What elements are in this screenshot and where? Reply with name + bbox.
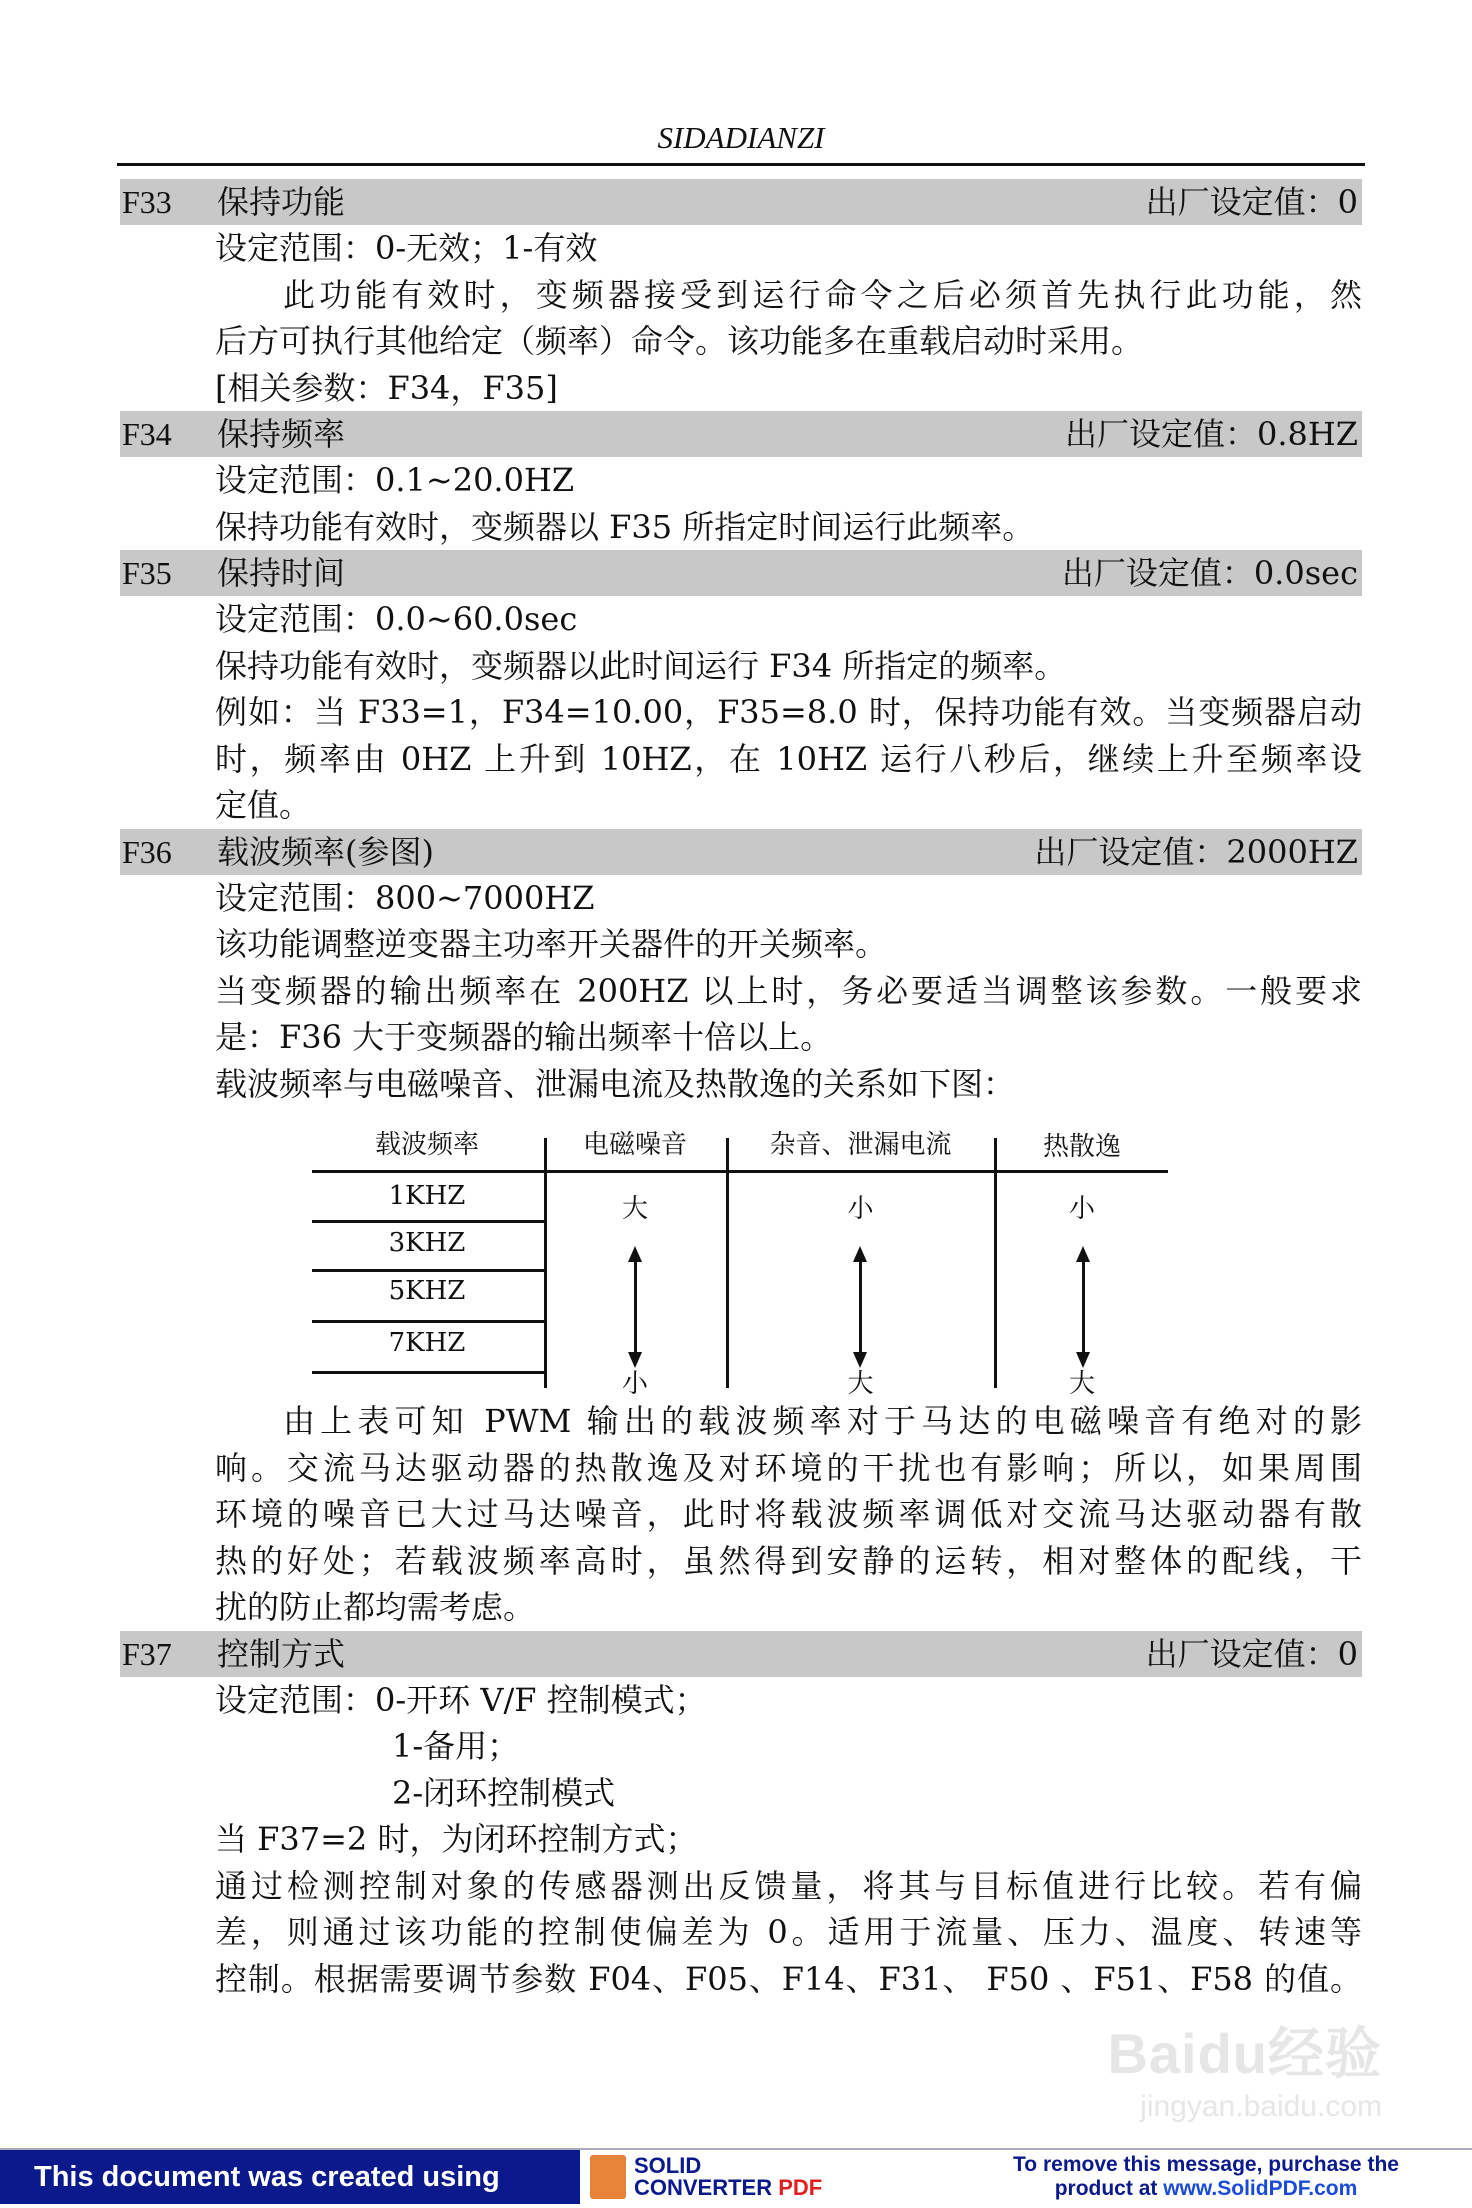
- table-divider: [726, 1138, 729, 1388]
- section-f33-f35: [120, 179, 1362, 1107]
- text-line: 环境的噪音已大过马达噪音，此时将载波频率调低对交流马达驱动器有散: [215, 1495, 1362, 1533]
- text-line: 设定范围：0.0~60.0sec: [215, 600, 578, 638]
- param-bar-f37: [120, 1631, 1362, 1677]
- table-header: 热散逸: [1042, 1132, 1121, 1162]
- table-rule: [312, 1269, 545, 1272]
- text-line: 设定范围：800~7000HZ: [215, 878, 595, 917]
- bottom-label: 大: [847, 1369, 874, 1399]
- table-divider: [994, 1138, 997, 1388]
- text-line: 差，则通过该功能的控制使偏差为 0。适用于流量、压力、温度、转速等: [215, 1913, 1362, 1951]
- double-arrow-icon: [1082, 1260, 1085, 1354]
- text-line: 响。交流马达驱动器的热散逸及对环境的干扰也有影响；所以，如果周围: [215, 1448, 1362, 1487]
- table-rule: [312, 1371, 545, 1374]
- section-pwm-note: [120, 1398, 1362, 2002]
- text-line: 由上表可知 PWM 输出的载波频率对于马达的电磁噪音有绝对的影: [283, 1402, 1362, 1440]
- text-line: 设定范围：0-无效；1-有效: [215, 229, 598, 267]
- brand-pdf: PDF: [778, 2175, 823, 2200]
- param-code: F36: [122, 833, 172, 870]
- text-line: [相关参数：F34，F35]: [215, 368, 558, 407]
- text-line: 设定范围：0-开环 V/F 控制模式；: [215, 1680, 707, 1719]
- text-line: 此功能有效时，变频器接受到运行命令之后必须首先执行此功能，然: [283, 275, 1362, 314]
- text-line: 热的好处；若载波频率高时，虽然得到安静的运转，相对整体的配线，干: [215, 1541, 1362, 1580]
- param-code: F37: [122, 1635, 172, 1672]
- param-title: 保持时间: [217, 554, 346, 592]
- carrier-frequency-table: [312, 1118, 1168, 1399]
- text-line: 控制。根据需要调节参数 F04、F05、F14、F31、 F50 、F51、F58 的值。: [215, 1959, 1362, 1998]
- solidpdf-footer-banner: [0, 2148, 1472, 2204]
- freq-cell: 1KHZ: [388, 1181, 466, 1211]
- text-line: 设定范围：0.1~20.0HZ: [215, 461, 575, 499]
- text-line: 该功能调整逆变器主功率开关器件的开关频率。: [215, 925, 888, 963]
- double-arrow-icon: [859, 1260, 862, 1354]
- param-default: 出厂设定值：2000HZ: [1034, 832, 1358, 871]
- param-bar-f36: [120, 829, 1362, 875]
- brand-solid: SOLID: [634, 2153, 702, 2178]
- param-title: 载波频率(参图): [217, 832, 434, 871]
- param-bar-f34: [120, 411, 1362, 457]
- param-title: 控制方式: [217, 1634, 346, 1673]
- text-line: 扰的防止都均需考虑。: [215, 1588, 536, 1626]
- freq-cell: 5KHZ: [388, 1276, 466, 1306]
- table-header: 载波频率: [374, 1130, 479, 1160]
- top-label: 小: [1068, 1194, 1095, 1224]
- top-label: 大: [621, 1194, 648, 1224]
- param-code: F33: [122, 184, 172, 220]
- bottom-label: 大: [1068, 1369, 1095, 1399]
- solid-converter-logo: [580, 2150, 940, 2204]
- param-title: 保持功能: [217, 183, 346, 221]
- param-default: 出厂设定值：0: [1145, 1634, 1358, 1673]
- footer-right-line1: To remove this message, purchase the: [1013, 2153, 1399, 2176]
- text-line: 保持功能有效时，变频器以 F35 所指定时间运行此频率。: [215, 507, 1035, 546]
- table-header: 电磁噪音: [582, 1130, 687, 1160]
- text-line: 通过检测控制对象的传感器测出反馈量，将其与目标值进行比较。若有偏: [215, 1866, 1362, 1905]
- solid-logo-icon: [590, 2155, 626, 2199]
- footer-left-text: This document was created using: [0, 2150, 580, 2204]
- solidpdf-link[interactable]: www.SolidPDF.com: [1163, 2177, 1358, 2200]
- text-line: 后方可执行其他给定（频率）命令。该功能多在重载启动时采用。: [215, 322, 1144, 360]
- table-divider: [544, 1138, 547, 1388]
- text-line: 是：F36 大于变频器的输出频率十倍以上。: [215, 1018, 833, 1056]
- freq-cell: 3KHZ: [388, 1228, 466, 1258]
- header-rule: [117, 163, 1365, 166]
- baidu-watermark-url: jingyan.baidu.com: [1140, 2090, 1382, 2123]
- param-default: 出厂设定值：0.8HZ: [1064, 415, 1358, 453]
- param-default: 出厂设定值：0.0sec: [1061, 554, 1358, 592]
- baidu-watermark: Baidu经验: [1107, 2022, 1382, 2085]
- table-header: 杂音、泄漏电流: [769, 1130, 952, 1160]
- brand-converter: CONVERTER: [634, 2175, 773, 2200]
- footer-right-line2: product at: [1054, 2177, 1164, 2200]
- text-line: 例如：当 F33=1，F34=10.00，F35=8.0 时，保持功能有效。当变频器启动: [215, 693, 1362, 731]
- text-line: 载波频率与电磁噪音、泄漏电流及热散逸的关系如下图：: [215, 1064, 1016, 1103]
- table-rule: [312, 1170, 1168, 1173]
- param-code: F35: [122, 555, 172, 591]
- text-line: 定值。: [215, 786, 312, 824]
- param-code: F34: [122, 416, 172, 452]
- text-line: 保持功能有效时，变频器以此时间运行 F34 所指定的频率。: [215, 646, 1067, 685]
- param-bar-f35: [120, 550, 1362, 596]
- text-line: 2-闭环控制模式: [392, 1773, 616, 1812]
- table-rule: [312, 1220, 545, 1223]
- param-bar-f33: [120, 179, 1362, 225]
- top-label: 小: [847, 1194, 874, 1224]
- text-line: 当 F37=2 时，为闭环控制方式；: [215, 1820, 698, 1858]
- table-rule: [312, 1320, 545, 1323]
- page-header: SIDADIANZI: [657, 120, 825, 155]
- param-default: 出厂设定值：0: [1145, 183, 1358, 221]
- double-arrow-icon: [634, 1260, 637, 1354]
- param-title: 保持频率: [217, 415, 346, 453]
- footer-right: [940, 2150, 1472, 2204]
- text-line: 当变频器的输出频率在 200HZ 以上时，务必要适当调整该参数。一般要求: [215, 971, 1362, 1010]
- text-line: 时，频率由 0HZ 上升到 10HZ，在 10HZ 运行八秒后，继续上升至频率设: [215, 739, 1362, 778]
- text-line: 1-备用；: [392, 1727, 520, 1765]
- freq-cell: 7KHZ: [388, 1328, 466, 1358]
- bottom-label: 小: [621, 1369, 648, 1399]
